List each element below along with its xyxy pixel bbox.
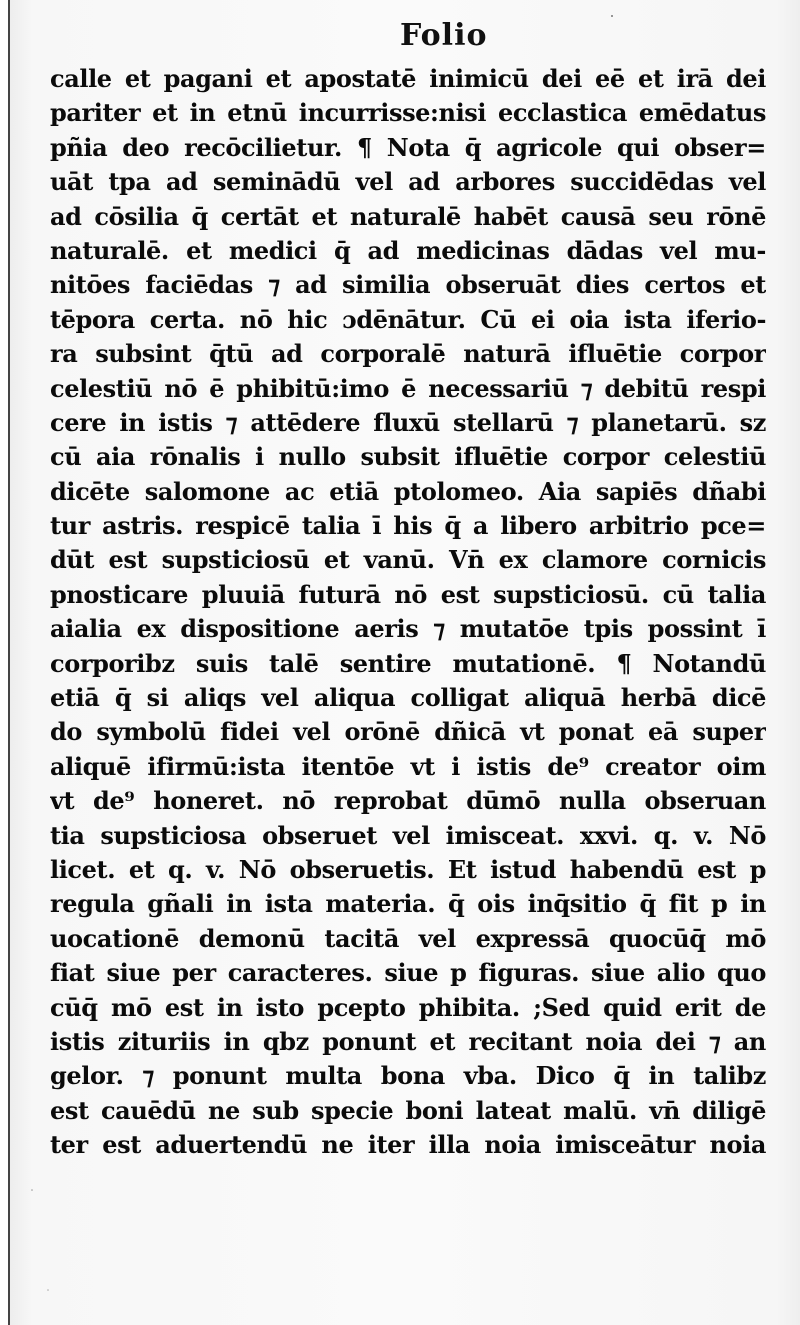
text-line: cūq̄ mō est in isto pcepto phibita. ;Sed quid erit de — [50, 992, 766, 1022]
text-line: etiā q̄ si aliqs vel aliqua colligat aliquā herbā dicē — [50, 683, 766, 713]
text-line: naturalē. et medici q̄ ad medicinas dādas vel mu- — [50, 235, 766, 265]
text-line: aliquē ifirmū:ista itentōe vt i istis de⁹ creator oim — [50, 751, 766, 781]
text-line: do symbolū fidei vel orōnē dñicā vt ponat eā super — [50, 717, 766, 747]
text-line: uāt tpa ad seminādū vel ad arbores succidēdas vel — [50, 167, 766, 197]
text-line: tēpora certa. nō hic ɔdēnātur. Cū ei oia ista iferio- — [50, 304, 766, 334]
text-line: regula gñali in ista materia. q̄ ois inq̄sitio q̄ fit p in — [50, 889, 766, 919]
text-line: calle et pagani et apostatē inimicū dei eē et irā dei — [50, 64, 766, 93]
text-line: pñia deo recōcilietur. ¶ Nota q̄ agricole qui obser= — [50, 132, 766, 162]
text-line: cere in istis ⁊ attēdere fluxū stellarū ⁊ planetarū. sz — [50, 407, 766, 437]
text-line: celestiū nō ē phibitū:imo ē necessariū ⁊ debitū respi — [50, 373, 766, 403]
text-line: ter est aduertendū ne iter illa noia imisceātur noia — [50, 1130, 766, 1160]
text-line: nitōes faciēdas ⁊ ad similia obseruāt dies certos et — [50, 270, 766, 300]
text-line: corporibz suis talē sentire mutationē. ¶ Notandū — [50, 648, 766, 678]
text-line: licet. et q. v. Nō obseruetis. Et istud habendū est p — [50, 854, 766, 884]
text-line: tur astris. respicē talia ī his q̄ a libero arbitrio pce= — [50, 511, 766, 541]
text-line: gelor. ⁊ ponunt multa bona vba. Dico q̄ in talibz — [50, 1061, 766, 1091]
text-line: dicēte salomone ac etiā ptolomeo. Aia sapiēs dñabi — [50, 476, 766, 506]
running-head: Folio — [400, 18, 488, 53]
text-line: pnosticare pluuiā futurā nō est supsticiosū. cū talia — [50, 579, 766, 609]
text-line: uocationē demonū tacitā vel expressā quocūq̄ mō — [50, 923, 766, 953]
text-line: aialia ex dispositione aeris ⁊ mutatōe tpis possint ī — [50, 614, 766, 644]
text-line: vt de⁹ honeret. nō reprobat dūmō nulla obseruan — [50, 786, 766, 816]
text-line: ra subsint q̄tū ad corporalē naturā ifluētie corpor — [50, 339, 766, 369]
text-line: istis zituriis in qbz ponunt et recitant noia dei ⁊ an — [50, 1026, 766, 1056]
text-line: cū aia rōnalis i nullo subsit ifluētie corpor celestiū — [50, 442, 766, 472]
text-line: tia supsticiosa obseruet vel imisceat. xxvi. q. v. Nō — [50, 820, 766, 850]
text-line: est cauēdū ne sub specie boni lateat malū. vn̄ diligē — [50, 1095, 766, 1125]
text-line: dūt est supsticiosū et vanū. Vn̄ ex clamore cornicis — [50, 545, 766, 575]
text-line: pariter et in etnū incurrisse:nisi ecclastica emēdatus — [50, 98, 766, 128]
text-line: ad cōsilia q̄ certāt et naturalē habēt causā seu rōnē — [50, 201, 766, 231]
page-edge — [8, 0, 10, 1325]
text-block — [50, 62, 766, 1163]
text-line: fiat siue per caracteres. siue p figuras. siue alio quo — [50, 958, 766, 988]
